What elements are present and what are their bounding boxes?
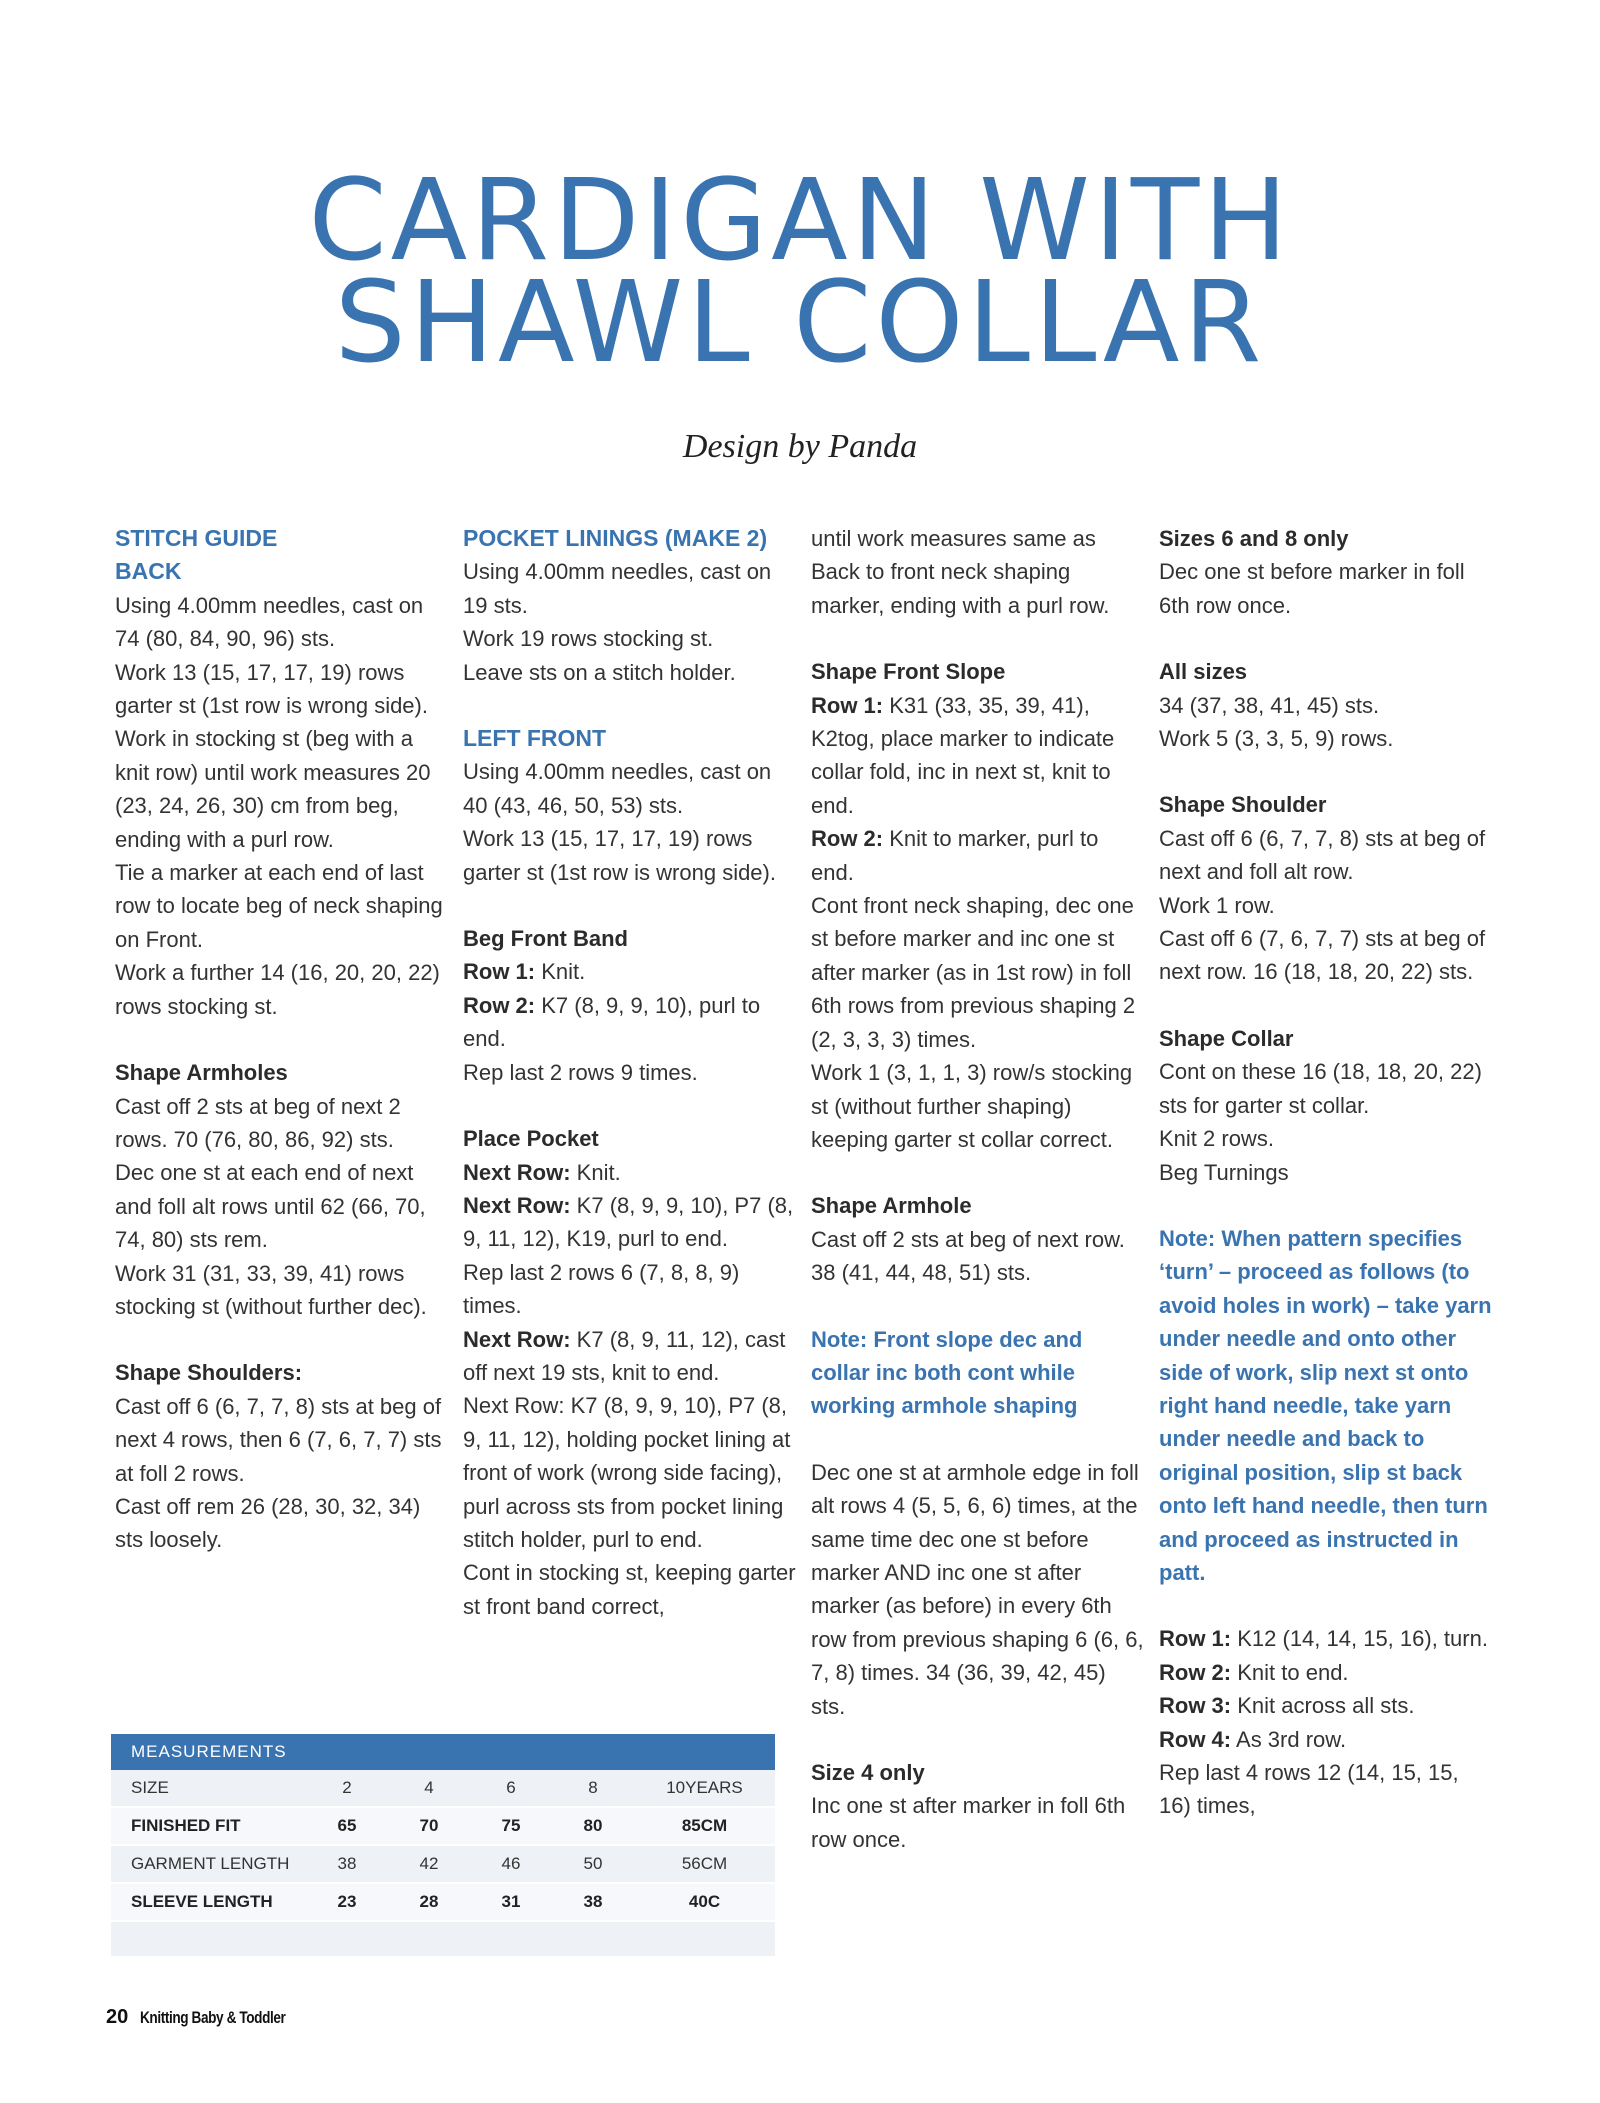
row-label: Next Row: <box>463 1159 571 1185</box>
paragraph: Beg Turnings <box>1159 1159 1289 1185</box>
left-front-heading: LEFT FRONT <box>463 725 607 752</box>
paragraph: Work a further 14 (16, 20, 20, 22) rows stocking st. <box>115 960 440 1019</box>
place-pocket-heading: Place Pocket <box>463 1126 599 1152</box>
size-4-heading: Size 4 only <box>811 1760 925 1785</box>
instruction-row: Row 2: K7 (8, 9, 9, 10), purl to end. <box>463 992 761 1052</box>
table-cell: 23 <box>306 1883 388 1921</box>
row-label: SIZE <box>111 1770 306 1807</box>
column-4 <box>1159 522 1494 1823</box>
paragraph: Rep last 4 rows 12 (14, 15, 15, 16) times, <box>1159 1760 1459 1819</box>
title-line-2: SHAWL COLLAR <box>334 258 1266 388</box>
instruction-row: Row 2: Knit to end. <box>1159 1659 1349 1685</box>
table-cell: 4 <box>388 1770 470 1807</box>
shape-shoulders-heading: Shape Shoulders: <box>115 1360 303 1386</box>
table-row <box>111 1807 775 1845</box>
front-slope-heading: Shape Front Slope <box>811 659 1006 685</box>
table-cell: 10YEARS <box>634 1770 775 1807</box>
table-cell: 80 <box>552 1807 634 1845</box>
paragraph: Work in stocking st (beg with a knit row) until work measures 20 (23, 24, 26, 30) cm from beg, ending with a purl row. <box>115 726 431 852</box>
instruction-row: Row 1: K12 (14, 14, 15, 16), turn. <box>1159 1626 1488 1652</box>
paragraph: Knit 2 rows. <box>1159 1126 1274 1152</box>
back-heading: BACK <box>115 558 182 585</box>
paragraph: Work 1 row. <box>1159 892 1275 918</box>
page-number: 20 <box>106 2006 129 2028</box>
table-row <box>111 1770 775 1807</box>
paragraph: Cast off rem 26 (28, 30, 32, 34) sts loosely. <box>115 1493 421 1553</box>
table-cell: 46 <box>470 1845 552 1883</box>
paragraph: Cont in stocking st, keeping garter st front band correct, <box>463 1560 796 1619</box>
measurements-header: MEASUREMENTS <box>111 1734 775 1770</box>
row-label: Row 4: <box>1159 1726 1232 1752</box>
instruction-row: Next Row: K7 (8, 9, 11, 12), cast off next 19 sts, knit to end. <box>463 1326 786 1385</box>
instruction-row: Row 1: Knit. <box>463 959 586 985</box>
row-label: SLEEVE LENGTH <box>111 1883 306 1921</box>
row-label: FINISHED FIT <box>111 1807 306 1845</box>
paragraph: Using 4.00mm needles, cast on 40 (43, 46, 50, 53) sts. <box>463 759 772 818</box>
table-spacer <box>111 1921 775 1957</box>
table-cell: 56CM <box>634 1845 775 1883</box>
row-label: Row 2: <box>811 826 884 852</box>
shape-armholes-heading: Shape Armholes <box>115 1060 288 1086</box>
title-line-1: CARDIGAN WITH <box>308 156 1292 286</box>
paragraph: Using 4.00mm needles, cast on 19 sts. <box>463 559 772 618</box>
paragraph: Cast off 6 (7, 6, 7, 7) sts at beg of next row. 16 (18, 18, 20, 22) sts. <box>1159 926 1486 985</box>
page-footer <box>106 2006 322 2029</box>
row-label: Row 2: <box>1159 1659 1232 1685</box>
paragraph: Work 19 rows stocking st. <box>463 626 714 652</box>
instruction-row: Row 2: Knit to marker, purl to end. <box>811 826 1099 885</box>
pocket-linings-heading: POCKET LININGS (MAKE 2) <box>463 525 768 551</box>
shape-collar-heading: Shape Collar <box>1159 1025 1294 1051</box>
table-cell: 38 <box>552 1883 634 1921</box>
row-label: Next Row: <box>463 1192 571 1218</box>
sizes-6-8-heading: Sizes 6 and 8 only <box>1159 526 1349 551</box>
paragraph: Work 13 (15, 17, 17, 19) rows garter st (1st row is wrong side). <box>115 659 428 719</box>
all-sizes-heading: All sizes <box>1159 659 1248 685</box>
paragraph: Using 4.00mm needles, cast on 74 (80, 84, 90, 96) sts. <box>115 592 424 652</box>
paragraph: until work measures same as Back to front neck shaping marker, ending with a purl row. <box>811 526 1110 618</box>
note: Note: Front slope dec and collar inc both cont while working armhole shaping <box>811 1326 1083 1419</box>
paragraph: Rep last 2 rows 9 times. <box>463 1059 698 1085</box>
row-label: Row 1: <box>1159 1626 1232 1652</box>
stitch-guide-heading: STITCH GUIDE <box>115 525 278 551</box>
shape-shoulder-heading: Shape Shoulder <box>1159 792 1327 818</box>
table-cell: 38 <box>306 1845 388 1883</box>
table-cell: 40C <box>634 1883 775 1921</box>
instruction-row: Row 1: K31 (33, 35, 39, 41), K2tog, place marker to indicate collar fold, inc in next st, knit to end. <box>811 692 1115 818</box>
paragraph: Cast off 2 sts at beg of next 2 rows. 70 (76, 80, 86, 92) sts. <box>115 1093 401 1152</box>
row-label: Row 1: <box>811 692 884 718</box>
row-label: Row 1: <box>463 959 536 985</box>
column-2 <box>463 522 798 1623</box>
paragraph: Inc one st after marker in foll 6th row once. <box>811 1793 1126 1852</box>
paragraph: Rep last 2 rows 6 (7, 8, 8, 9) times. <box>463 1259 740 1319</box>
table-cell: 42 <box>388 1845 470 1883</box>
table-cell: 85CM <box>634 1807 775 1845</box>
paragraph: Cont on these 16 (18, 18, 20, 22) sts for garter st collar. <box>1159 1059 1482 1118</box>
instruction-row: Next Row: K7 (8, 9, 9, 10), P7 (8, 9, 11, 12), K19, purl to end. <box>463 1192 794 1252</box>
paragraph: 34 (37, 38, 41, 45) sts. <box>1159 692 1380 718</box>
table-row <box>111 1845 775 1883</box>
paragraph: Cast off 6 (6, 7, 7, 8) sts at beg of next and foll alt row. <box>1159 825 1486 885</box>
table-cell: 28 <box>388 1883 470 1921</box>
paragraph: Cont front neck shaping, dec one st before marker and inc one st after marker (as in 1st row) in foll 6th rows from previous shaping 2 (2, 3, 3, 3) times. <box>811 893 1136 1052</box>
row-label: GARMENT LENGTH <box>111 1845 306 1883</box>
row-label: Row 2: <box>463 992 536 1018</box>
row-label: Row 3: <box>1159 1693 1232 1719</box>
paragraph: Dec one st before marker in foll 6th row once. <box>1159 559 1465 618</box>
paragraph: Work 1 (3, 1, 1, 3) row/s stocking st (without further shaping) keeping garter st collar correct. <box>811 1060 1133 1152</box>
paragraph: Cast off 6 (6, 7, 7, 8) sts at beg of next 4 rows, then 6 (7, 6, 7, 7) sts at foll 2 rows. <box>115 1393 442 1486</box>
column-1 <box>115 522 450 1557</box>
paragraph: Work 13 (15, 17, 17, 19) rows garter st (1st row is wrong side). <box>463 826 776 885</box>
row-label: Next Row: <box>463 1326 571 1352</box>
instruction-row: Row 3: Knit across all sts. <box>1159 1693 1415 1719</box>
paragraph: Dec one st at each end of next and foll alt rows until 62 (66, 70, 74, 80) sts rem. <box>115 1160 426 1253</box>
page-title <box>0 156 1600 388</box>
magazine-name: Knitting Baby & Toddler <box>140 2008 286 2027</box>
shape-armhole-heading: Shape Armhole <box>811 1193 972 1219</box>
paragraph: Tie a marker at each end of last row to locate beg of neck shaping on Front. <box>115 860 443 952</box>
designer-byline: Design by Panda <box>682 428 918 465</box>
paragraph: Next Row: K7 (8, 9, 9, 10), P7 (8, 9, 11, 12), holding pocket lining at front of work (wrong side facing), purl across sts from pocket lining stitch holder, purl to end. <box>463 1393 791 1552</box>
measurements-table <box>111 1734 775 1958</box>
paragraph: Work 5 (3, 3, 5, 9) rows. <box>1159 726 1394 752</box>
instruction-row: Row 4: As 3rd row. <box>1159 1726 1347 1752</box>
table-cell: 75 <box>470 1807 552 1845</box>
paragraph: Work 31 (31, 33, 39, 41) rows stocking st (without further dec). <box>115 1260 427 1319</box>
turn-note: Note: When pattern specifies ‘turn’ – proceed as follows (to avoid holes in work) – take yarn under needle and onto other side of work, slip next st onto right hand needle, take yarn under needle and back to original position, slip st back onto left hand needle, then turn and proceed as instructed in patt. <box>1159 1225 1492 1585</box>
table-cell: 8 <box>552 1770 634 1807</box>
table-row <box>111 1883 775 1921</box>
table-cell: 2 <box>306 1770 388 1807</box>
column-3 <box>811 522 1146 1856</box>
table-cell: 65 <box>306 1807 388 1845</box>
front-band-heading: Beg Front Band <box>463 926 628 952</box>
instruction-row: Next Row: Knit. <box>463 1159 621 1185</box>
table-cell: 31 <box>470 1883 552 1921</box>
table-cell: 70 <box>388 1807 470 1845</box>
paragraph: Cast off 2 sts at beg of next row. 38 (41, 44, 48, 51) sts. <box>811 1226 1125 1286</box>
table-cell: 50 <box>552 1845 634 1883</box>
table-cell: 6 <box>470 1770 552 1807</box>
paragraph: Dec one st at armhole edge in foll alt rows 4 (5, 5, 6, 6) times, at the same time dec one st before marker AND inc one st after marker (as before) in every 6th row from previous shaping 6 (6, 6, 7, 8) times. 34 (36, 39, 42, 45) sts. <box>811 1459 1144 1719</box>
paragraph: Leave sts on a stitch holder. <box>463 659 736 685</box>
